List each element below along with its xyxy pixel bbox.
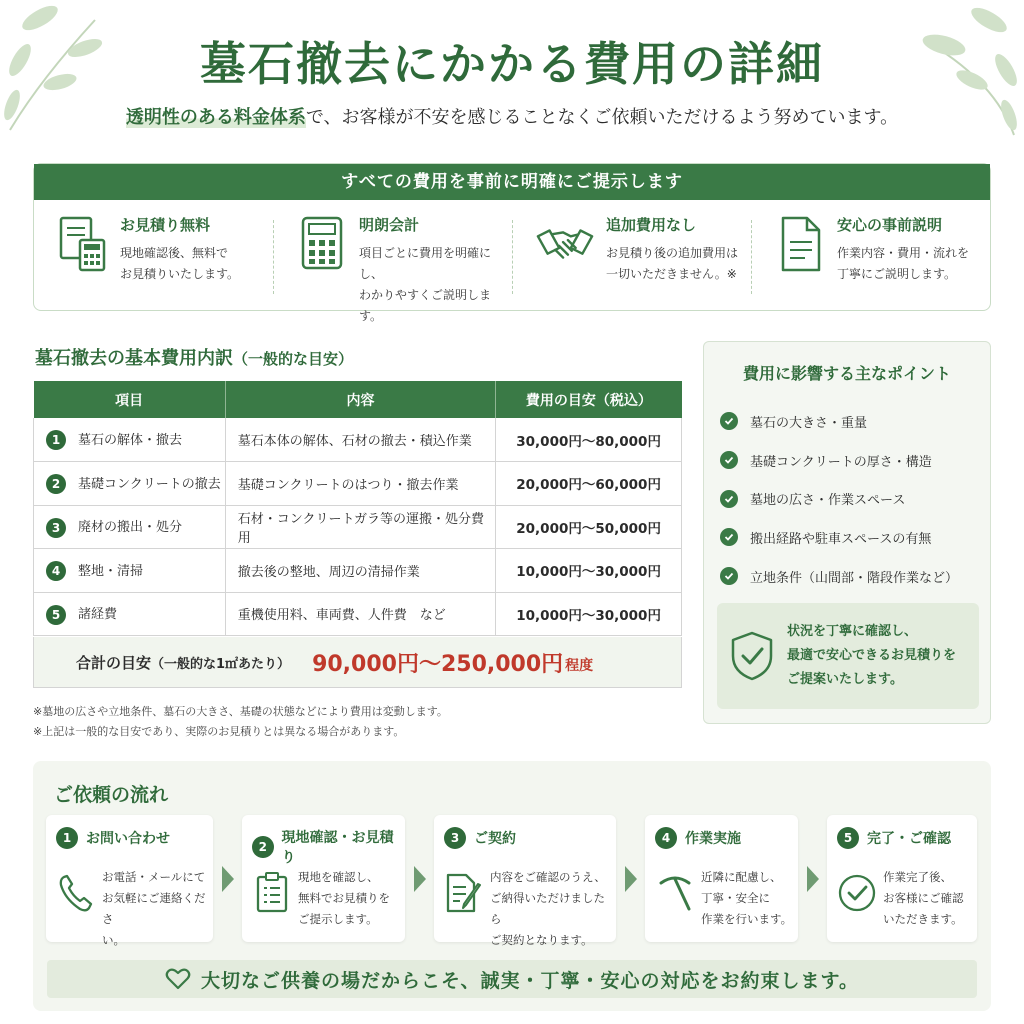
step-text: 作業完了後、 お客様にご確認 いただきます。	[883, 870, 964, 926]
table-row	[34, 418, 682, 462]
row-item: 整地・清掃	[78, 563, 144, 579]
step-text: 近隣に配慮し、 丁寧・安全に 作業を行います。	[701, 870, 793, 926]
step-title: お問い合わせ	[86, 831, 170, 847]
step-number: 1	[56, 827, 78, 849]
total-suffix: 程度	[565, 658, 594, 674]
total-label	[76, 652, 290, 673]
feature-prior-explanation	[751, 214, 990, 310]
feature-title: 安心の事前説明	[837, 216, 943, 234]
factors-box	[703, 341, 991, 724]
step-number: 5	[837, 827, 859, 849]
total-label-note: （一般的な1㎡あたり）	[151, 656, 291, 672]
features-heading: すべての費用を事前に明確にご提示します	[34, 164, 990, 200]
row-number: 4	[46, 561, 66, 581]
cost-title-note: （一般的な目安）	[233, 350, 354, 368]
row-price: 20,000円〜60,000円	[496, 462, 682, 506]
feature-title: 追加費用なし	[606, 216, 697, 234]
step-number: 3	[444, 827, 466, 849]
cost-notes	[33, 702, 448, 742]
page-subtitle	[0, 103, 1024, 129]
factor-text: 墓石の大きさ・重量	[750, 415, 868, 431]
row-content: 撤去後の整地、周辺の清掃作業	[225, 549, 496, 593]
table-row	[34, 505, 682, 549]
row-content: 重機使用料、車両費、人件費 など	[225, 592, 496, 636]
factor-item	[720, 402, 990, 441]
factor-text: 立地条件（山間部・階段作業など）	[750, 570, 959, 586]
row-price: 20,000円〜50,000円	[496, 505, 682, 549]
table-row	[34, 549, 682, 593]
flow-arrow-icon	[807, 866, 819, 892]
step-title: 完了・ご確認	[867, 831, 951, 847]
check-icon	[720, 567, 738, 585]
feature-title: 明朗会計	[359, 216, 420, 234]
table-row	[34, 462, 682, 506]
assurance-text: 状況を丁寧に確認し、 最適で安心できるお見積りを ご提案いたします。	[787, 624, 957, 687]
flow-step-site-check	[242, 815, 405, 942]
feature-free-estimate	[34, 214, 273, 310]
contract-icon	[444, 871, 484, 915]
note-line: ※墓地の広さや立地条件、墓石の大きさ、基礎の状態などにより費用は変動します。	[33, 705, 448, 718]
flow-step-complete	[827, 815, 977, 942]
check-icon	[720, 528, 738, 546]
flow-step-contract	[434, 815, 616, 947]
check-icon	[720, 490, 738, 508]
row-number: 1	[46, 430, 66, 450]
flow-title: ご依頼の流れ	[54, 784, 169, 806]
handshake-icon	[536, 214, 594, 276]
subtitle-text: で、お客様が不安を感じることなくご依頼いただけるよう努めています。	[305, 107, 899, 128]
promise-banner	[47, 960, 977, 998]
flow-arrow-icon	[414, 866, 426, 892]
step-number: 4	[655, 827, 677, 849]
table-header: 内容	[225, 381, 496, 418]
check-icon	[720, 451, 738, 469]
total-label-text: 合計の目安	[76, 653, 152, 672]
factor-item	[720, 518, 990, 557]
heart-icon	[165, 967, 191, 991]
row-item: 墓石の解体・撤去	[78, 432, 183, 448]
calculator-icon	[297, 214, 347, 276]
table-row	[34, 592, 682, 636]
factor-text: 基礎コンクリートの厚さ・構造	[750, 454, 932, 470]
feature-text: 作業内容・費用・流れを 丁寧にご説明します。	[837, 246, 970, 281]
cost-section-title	[35, 344, 353, 370]
flow-step-inquiry	[46, 815, 213, 947]
row-item: 諸経費	[78, 607, 118, 622]
row-item: 廃材の搬出・処分	[78, 520, 183, 535]
feature-text: 現地確認後、無料で お見積りいたします。	[120, 246, 240, 281]
step-title: 作業実施	[685, 831, 741, 847]
factor-item	[720, 479, 990, 518]
step-number: 2	[252, 836, 274, 858]
cost-table	[33, 381, 682, 636]
total-row	[33, 637, 682, 688]
flow-arrow-icon	[625, 866, 637, 892]
step-text: 現地を確認し、 無料でお見積りを ご提示します。	[298, 870, 390, 926]
step-title: ご契約	[474, 831, 516, 847]
table-header: 項目	[34, 381, 226, 418]
table-header: 費用の目安（税込）	[496, 381, 682, 418]
pickaxe-icon	[655, 871, 695, 915]
feature-text: お見積り後の追加費用は 一切いただきません。※	[606, 246, 739, 281]
factor-text: 搬出経路や駐車スペースの有無	[750, 531, 932, 547]
feature-text: 項目ごとに費用を明確にし、 わかりやすくご説明します。	[359, 246, 492, 323]
check-icon	[720, 412, 738, 430]
factor-item	[720, 441, 990, 480]
row-number: 5	[46, 605, 66, 625]
step-text: お電話・メールにて お気軽にご連絡くださ い。	[102, 870, 206, 947]
factor-item	[720, 557, 990, 596]
feature-no-extra-fees	[512, 214, 751, 310]
document-icon	[775, 214, 825, 276]
cost-title: 墓石撤去の基本費用内訳	[35, 348, 233, 369]
note-line: ※上記は一般的な目安であり、実際のお見積りとは異なる場合があります。	[33, 725, 405, 738]
page-title: 墓石撤去にかかる費用の詳細	[200, 37, 824, 91]
step-text: 内容をご確認のうえ、 ご納得いただけましたら ご契約となります。	[490, 870, 606, 947]
row-number: 3	[46, 518, 66, 538]
row-content: 墓石本体の解体、石材の撤去・積込作業	[225, 418, 496, 462]
row-content: 石材・コンクリートガラ等の運搬・処分費用	[225, 505, 496, 549]
row-item: 基礎コンクリートの撤去	[78, 476, 221, 492]
row-number: 2	[46, 474, 66, 494]
assurance-box	[717, 603, 979, 709]
flow-step-work	[645, 815, 798, 942]
calculator-document-icon	[58, 214, 108, 276]
shield-check-icon	[729, 630, 775, 682]
subtitle-highlight: 透明性のある料金体系	[125, 107, 306, 128]
feature-title: お見積り無料	[120, 216, 211, 234]
clipboard-icon	[252, 871, 292, 915]
step-title: 現地確認・お見積り	[281, 830, 394, 866]
row-price: 30,000円〜80,000円	[496, 418, 682, 462]
row-content: 基礎コンクリートのはつり・撤去作業	[225, 462, 496, 506]
factors-title: 費用に影響する主なポイント	[742, 364, 951, 383]
phone-icon	[56, 871, 96, 915]
flow-section	[33, 761, 991, 1011]
row-price: 10,000円〜30,000円	[496, 592, 682, 636]
promise-text: 大切なご供養の場だからこそ、誠実・丁寧・安心の対応をお約束します。	[200, 969, 860, 992]
features-box	[33, 163, 991, 323]
feature-clear-pricing	[273, 214, 512, 323]
check-circle-icon	[837, 871, 877, 915]
flow-arrow-icon	[222, 866, 234, 892]
total-value: 90,000円〜250,000円	[312, 651, 564, 677]
factor-text: 墓地の広さ・作業スペース	[750, 493, 906, 509]
row-price: 10,000円〜30,000円	[496, 549, 682, 593]
